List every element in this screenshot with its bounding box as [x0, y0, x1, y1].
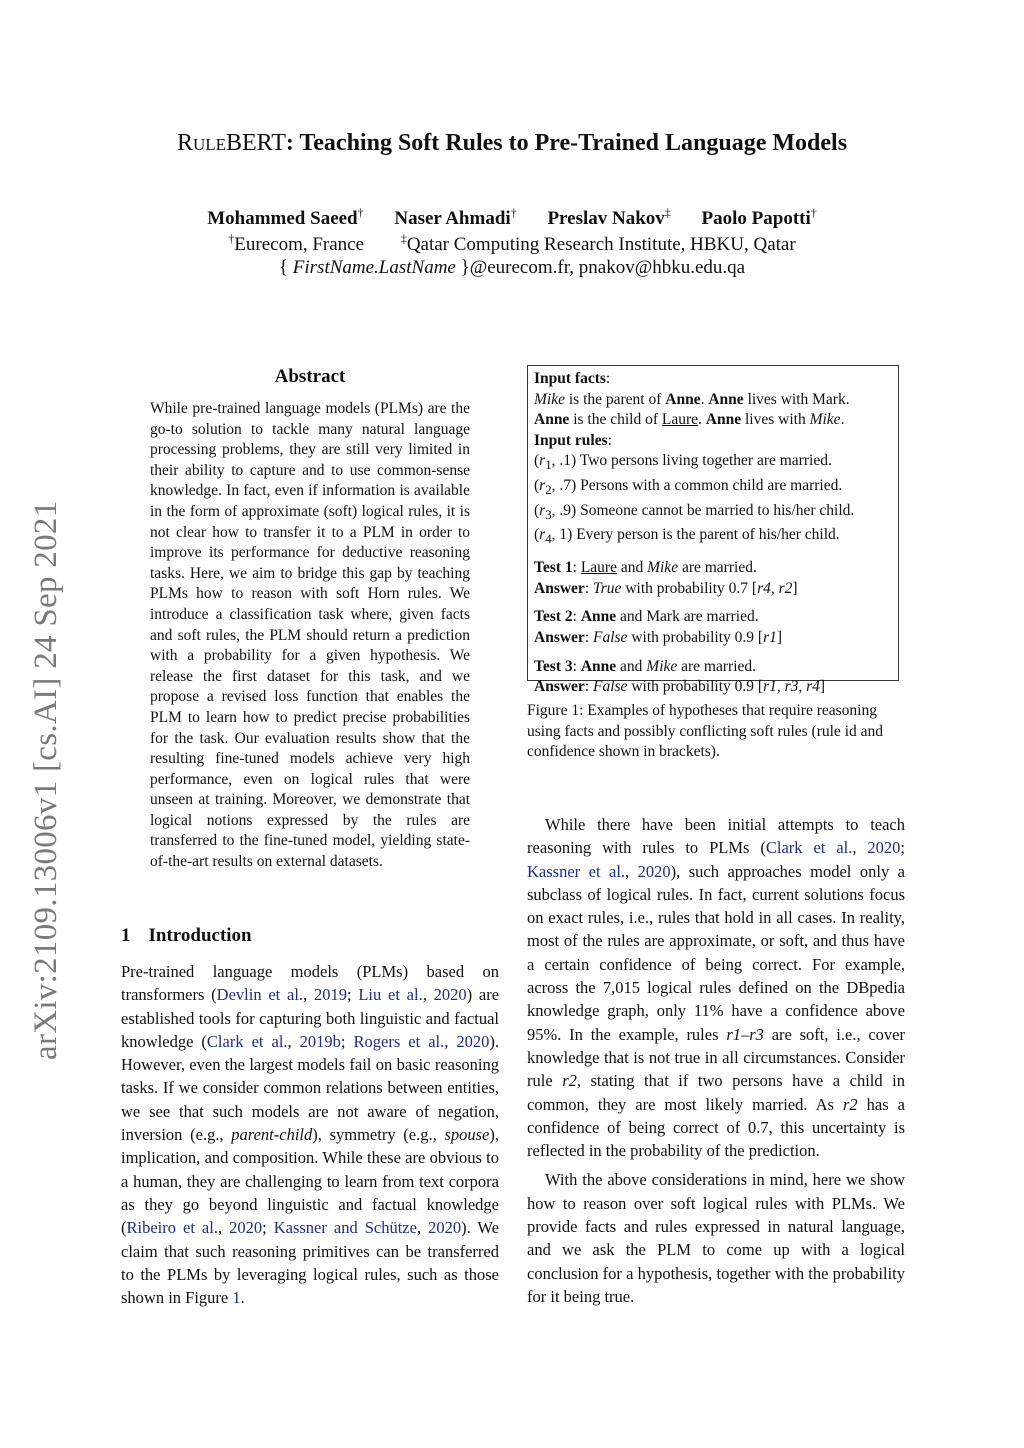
test-block: Test 1: Laure and Mike are married. Answer: True with probability 0.7 [r4, r2]	[534, 559, 798, 597]
arxiv-identifier-stamp: arXiv:2109.13006v1 [cs.AI] 24 Sep 2021	[28, 500, 64, 1060]
author: Paolo Papotti†	[701, 206, 817, 230]
citation-link[interactable]: Devlin et al.	[216, 985, 304, 1005]
author: Naser Ahmadi†	[394, 206, 517, 230]
citation-link[interactable]: Clark et al.	[765, 838, 853, 858]
body-paragraph: While there have been initial attempts to teach reasoning with rules to PLMs (Clark et al., 2020; Kassner et al., 2020), such approaches model only a subclass of logical rules. In fact, current solutions focus on exact rules, i.e., rules that hold in all cases. In reality, most of the rules are approximate, or soft, and thus have a certain confidence of being correct. For example, across the 7,015 logical rules defined on the DBpedia knowledge graph, only 11% have a confidence above 95%. In the example, rules r1–r3 are soft, i.e., cover knowledge that is not true in all circumstances. Consider rule r2, stating that if two persons have a child in common, they are most likely married. As r2 has a confidence of being correct of 0.7, this uncertainty is reflected in the probability of the prediction.	[527, 815, 906, 1161]
fact-line: Mike is the parent of Anne. Anne lives with Mark.	[534, 390, 850, 408]
citation-link[interactable]: 2019b	[299, 1031, 341, 1051]
section-heading-introduction: 1 Introduction	[121, 925, 252, 946]
abstract-text: While pre-trained language models (PLMs) are the go-to solution to tackle many natural language processing problems, they are still very limited in their ability to capture and to use common-sense knowledge. In fact, even if information is available in the form of approximate (soft) logical rules, it is not clear how to transfer it to a PLM in order to improve its performance for deductive reasoning tasks. Here, we aim to bridge this gap by teaching PLMs how to reason with soft Horn rules. We introduce a classification task where, given facts and soft rules, the PLM should return a prediction with a probability for a given hypothesis. We release the first dataset for this task, and we propose a revised loss function that enables the PLM to learn how to predict precise probabilities for the task. Our evaluation results show that the resulting fine-tuned models achieve very high performance, even on logical rules that were unseen at training. Moreover, we demonstrate that logical notions expressed by the rules are transferred to the fine-tuned model, yielding state-of-the-art results on external datasets.	[150, 400, 470, 871]
figure-1-box	[527, 365, 899, 696]
citation-link[interactable]: 2020	[867, 838, 901, 858]
citation-link[interactable]: Clark et al.	[206, 1031, 288, 1051]
citation-link[interactable]: Liu et al.	[358, 985, 423, 1005]
affiliation: †Eurecom, France	[228, 232, 365, 256]
author-emails: { FirstName.LastName }@eurecom.fr, pnakov@hbku.edu.qa	[278, 257, 746, 278]
title-rest: : Teaching Soft Rules to Pre-Trained Language Models	[285, 130, 848, 156]
right-column-body	[527, 813, 905, 1308]
citation-link[interactable]: 2020	[433, 985, 467, 1005]
paper-title	[0, 130, 1024, 157]
author: Preslav Nakov‡	[547, 206, 671, 230]
test-block: Test 2: Anne and Mark are married. Answer: False with probability 0.9 [r1]	[534, 608, 783, 646]
introduction-paragraph: Pre-trained language models (PLMs) based on transformers (Devlin et al., 2019; Liu et al., 2020) are established tools for capturing both linguistic and factual knowledge (Clark et al., 2019b; Rogers et al., 2020). However, even the largest models fail on basic reasoning tasks. If we consider common relations between entities, we see that such models are not aware of negation, inversion (e.g., parent-child), symmetry (e.g., spouse), implication, and composition. While these are obvious to a human, they are challenging to learn from text corpora as they go beyond linguistic and factual knowledge (Ribeiro et al., 2020; Kassner and Schütze, 2020). We claim that such reasoning primitives can be transferred to the PLMs by leveraging logical rules, such as those shown in Figure 1.	[121, 962, 500, 1308]
citation-link[interactable]: 2020	[428, 1218, 462, 1238]
affiliation: ‡Qatar Computing Research Institute, HBKU, Qatar	[400, 232, 796, 256]
citation-link[interactable]: 2019	[313, 985, 347, 1005]
input-rules-label: Input rules:	[534, 431, 612, 449]
citation-link[interactable]: Rogers et al.	[353, 1031, 445, 1051]
fact-line: Anne is the child of Laure. Anne lives with Mike.	[534, 411, 845, 429]
input-facts-label: Input facts:	[534, 370, 611, 387]
author: Mohammed Saeed†	[207, 206, 364, 230]
body-paragraph: With the above considerations in mind, here we show how to reason over soft logical rules with PLMs. We provide facts and rules expressed in natural language, and we ask the PLM to come up with a logical conclusion for a hypothesis, together with the probability for it being true.	[527, 1170, 905, 1306]
citation-link[interactable]: Kassner et al.	[527, 861, 626, 881]
author-list	[0, 206, 1024, 230]
test-block: Test 3: Anne and Mike are married. Answer: False with probability 0.9 [r1, r3, r4]	[534, 657, 826, 696]
title-system-name: RuleBERT	[176, 130, 286, 156]
rule-line: ($r_1$, .1) Two persons living together are married.	[534, 452, 832, 473]
citation-link[interactable]: 2020	[456, 1031, 490, 1051]
rule-line: ($r_2$, .7) Persons with a common child are married.	[534, 477, 843, 498]
figure-link[interactable]: 1	[232, 1288, 241, 1308]
citation-link[interactable]: Ribeiro et al.	[126, 1218, 218, 1238]
abstract-heading: Abstract	[274, 366, 346, 387]
citation-link[interactable]: 2020	[229, 1218, 263, 1238]
citation-link[interactable]: 2020	[637, 861, 671, 881]
citation-link[interactable]: Kassner and Schütze	[273, 1218, 417, 1238]
rule-line: ($r_3$, .9) Someone cannot be married to his/her child.	[534, 501, 855, 522]
rule-line: ($r_4$, 1) Every person is the parent of his/her child.	[534, 526, 840, 547]
affiliations	[0, 232, 1024, 256]
figure-1-caption: Figure 1: Examples of hypotheses that require reasoning using facts and possibly conflicting soft rules (rule id and confidence shown in brackets).	[527, 702, 884, 761]
